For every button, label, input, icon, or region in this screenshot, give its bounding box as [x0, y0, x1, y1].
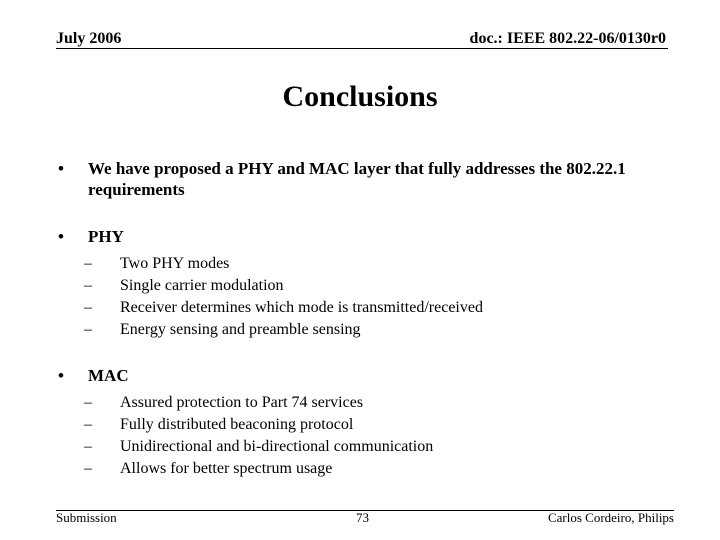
dash-marker: – [84, 299, 92, 316]
list-item-text: Fully distributed beaconing protocol [120, 416, 354, 433]
list-item-text: Allows for better spectrum usage [120, 460, 333, 477]
dash-marker: – [84, 416, 92, 433]
dash-marker: – [84, 460, 92, 477]
list-item-text: Two PHY modes [120, 255, 230, 272]
slide-title: Conclusions [282, 80, 438, 113]
bullet-marker: • [58, 159, 64, 178]
header-doc-id: doc.: IEEE 802.22-06/0130r0 [469, 30, 666, 47]
slide-content [58, 158, 678, 480]
list-item [58, 275, 678, 297]
list-item [58, 319, 678, 341]
bullet-mac-text: MAC [88, 366, 129, 385]
bullet-mac [58, 365, 678, 386]
dash-marker: – [84, 394, 92, 411]
dash-marker: – [84, 321, 92, 338]
list-item-text: Receiver determines which mode is transmitted/received [120, 299, 483, 316]
bullet-summary-text: We have proposed a PHY and MAC layer that fully addresses the 802.22.1 requirements [88, 159, 626, 199]
list-item [58, 392, 678, 414]
list-item [58, 253, 678, 275]
phy-sub-list [58, 253, 678, 341]
footer-submission: Submission [56, 510, 117, 525]
bullet-marker: • [58, 227, 64, 246]
dash-marker: – [84, 277, 92, 294]
bullet-marker: • [58, 366, 64, 385]
header-date: July 2006 [56, 30, 122, 47]
bullet-phy-text: PHY [88, 227, 124, 246]
mac-sub-list [58, 392, 678, 480]
list-item-text: Assured protection to Part 74 services [120, 394, 364, 411]
list-item-text: Unidirectional and bi-directional communication [120, 438, 434, 455]
list-item [58, 297, 678, 319]
footer-author: Carlos Cordeiro, Philips [547, 510, 674, 525]
page-number: 73 [356, 510, 369, 525]
list-item [58, 458, 678, 480]
list-item-text: Energy sensing and preamble sensing [120, 321, 361, 338]
bullet-phy [58, 226, 678, 247]
list-item [58, 414, 678, 436]
dash-marker: – [84, 438, 92, 455]
dash-marker: – [84, 255, 92, 272]
bullet-summary [58, 158, 678, 200]
list-item [58, 436, 678, 458]
header-divider [56, 48, 668, 49]
list-item-text: Single carrier modulation [120, 277, 284, 294]
